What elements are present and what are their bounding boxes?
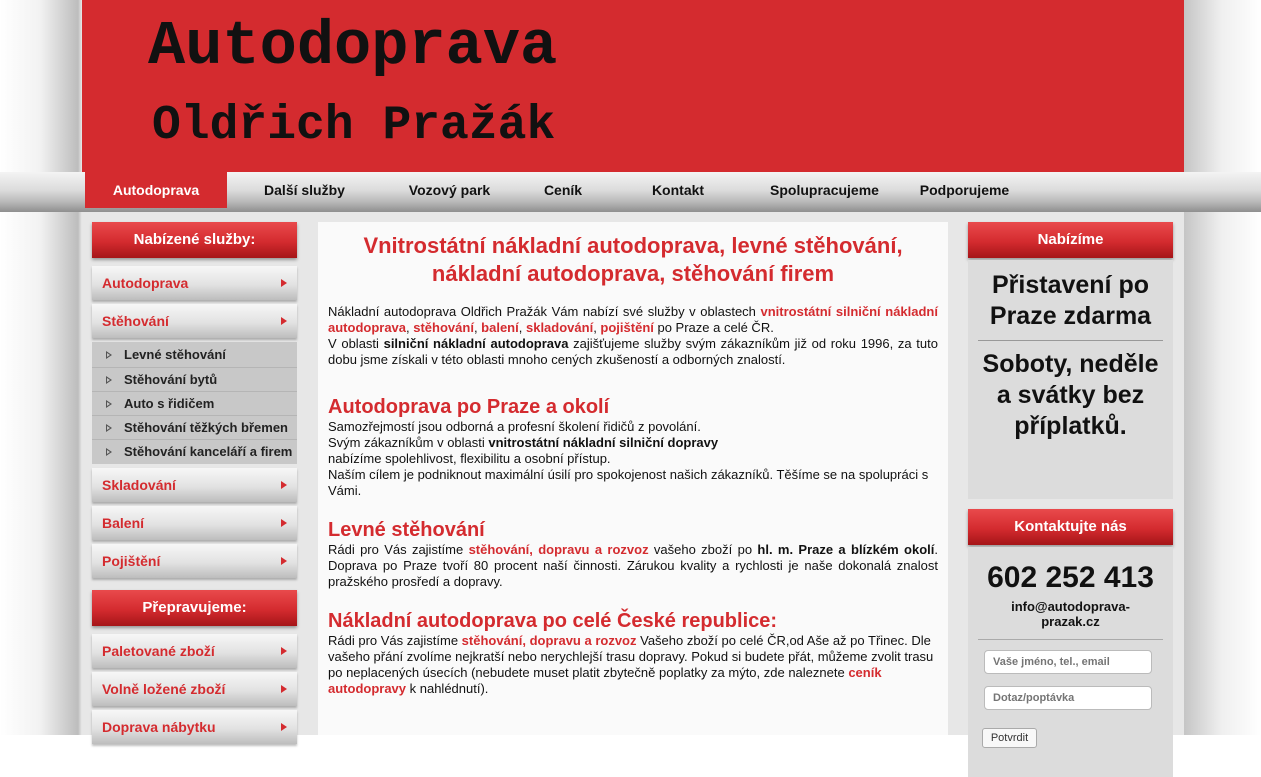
menu-item-label: Pojištění	[102, 553, 161, 569]
arrow-right-icon	[281, 279, 287, 287]
triangle-right-icon	[106, 448, 112, 456]
intro-text: zajišťujeme služby svým zákazníkům již od roku 1996, za tuto dobu jsme získali v této oblasti mnoho cených zkušeností a odborných znalostí.	[328, 336, 938, 367]
submenu-item-label: Levné stěhování	[124, 347, 226, 362]
separator: ,	[518, 320, 526, 335]
services-heading: Nabízené služby:	[92, 222, 297, 258]
site-title: Autodoprava	[148, 11, 558, 82]
contact-box	[968, 547, 1173, 777]
triangle-right-icon	[106, 351, 112, 359]
link-stehovani-dopravu-rozvoz[interactable]: stěhování, dopravu a rozvoz	[468, 542, 649, 557]
submenu-item-kancelare-firmy[interactable]	[92, 439, 297, 463]
menu-item-autodoprava[interactable]	[92, 266, 297, 300]
submenu-item-tezka-bremena[interactable]	[92, 415, 297, 439]
nav-item-dalsi-sluzby[interactable]: Další služby	[264, 182, 345, 198]
section-text-bold: vnitrostátní nákladní silniční dopravy	[488, 435, 719, 450]
query-input[interactable]	[984, 686, 1152, 710]
section-text: Naším cílem je podniknout maximální úsilí pro spokojenost našich zákazníků. Těšíme se na spolupráci s Vámi.	[328, 467, 929, 498]
offer-heading: Nabízíme	[968, 222, 1173, 258]
menu-item-label: Stěhování	[102, 313, 169, 329]
arrow-right-icon	[281, 519, 287, 527]
menu-item-label: Skladování	[102, 477, 176, 493]
arrow-right-icon	[281, 481, 287, 489]
submenu-item-label: Stěhování bytů	[124, 372, 218, 387]
menu-item-label: Autodoprava	[102, 275, 189, 291]
section-text-part: . Doprava po Praze tvoří 80 procent naší činnosti. Zárukou kvality a rychlosti je naše dokonalá znalost pražského prosředí a dopravy.	[328, 542, 938, 589]
triangle-right-icon	[106, 424, 112, 432]
separator: ,	[406, 320, 414, 335]
submenu-item-label: Stěhování kanceláří a firem	[124, 444, 293, 459]
site-header	[82, 0, 1184, 172]
arrow-right-icon	[281, 317, 287, 325]
menu-item-label: Paletované zboží	[102, 643, 215, 659]
intro-text: Nákladní autodoprava Oldřich Pražák Vám nabízí své služby v oblastech	[328, 304, 761, 319]
main-content	[318, 222, 948, 735]
link-skladovani[interactable]: skladování	[525, 320, 594, 335]
intro-paragraph	[328, 304, 938, 368]
triangle-right-icon	[106, 400, 112, 408]
site-subtitle: Oldřich Pražák	[152, 99, 556, 153]
nav-item-spolupracujeme[interactable]: Spolupracujeme	[770, 182, 879, 198]
submenu-item-label: Stěhování těžkých břemen	[124, 420, 288, 435]
phone-number: 602 252 413	[987, 561, 1154, 594]
section-text-part: Svým zákazníkům v oblasti	[328, 435, 489, 450]
link-stehovani[interactable]: stěhování	[413, 320, 474, 335]
menu-item-doprava-nabytku[interactable]	[92, 710, 297, 744]
submenu-item-label: Auto s řidičem	[124, 396, 215, 411]
section-text	[328, 633, 938, 697]
nav-item-podporujeme[interactable]: Podporujeme	[919, 182, 1010, 198]
section-heading-praha: Autodoprava po Praze a okolí	[328, 396, 610, 418]
menu-item-baleni[interactable]	[92, 506, 297, 540]
arrow-right-icon	[281, 685, 287, 693]
offer-free-delivery: Přistavení po Praze zdarma	[978, 260, 1163, 341]
submenu-item-stehovani-bytu[interactable]	[92, 367, 297, 391]
section-text: nabízíme spolehlivost, flexibilitu a osobní přístup.	[328, 451, 611, 466]
link-cenik-autodopravy[interactable]: ceník autodopravy	[328, 665, 882, 696]
arrow-right-icon	[281, 723, 287, 731]
page-frame-right	[1171, 0, 1261, 735]
section-text-part: Rádi pro Vás zajistíme	[328, 633, 462, 648]
triangle-right-icon	[106, 376, 112, 384]
intro-bold: silniční nákladní autodoprava	[383, 336, 569, 351]
link-silnicni-autodoprava[interactable]: vnitrostátní silniční nákladní autodoprava	[328, 304, 938, 335]
link-baleni[interactable]: balení	[481, 320, 519, 335]
menu-item-volne-lozene-zbozi[interactable]	[92, 672, 297, 706]
stehovani-submenu	[92, 342, 297, 464]
section-text-part: vašeho zboží po	[648, 542, 758, 557]
section-text	[328, 435, 938, 451]
menu-item-label: Doprava nábytku	[102, 719, 216, 735]
nav-item-kontakt[interactable]: Kontakt	[651, 182, 705, 198]
page-title: Vnitrostátní nákladní autodoprava, levné stěhování, nákladní autodoprava, stěhování firem	[363, 233, 903, 286]
menu-item-stehovani[interactable]	[92, 304, 297, 338]
link-stehovani-dopravu-rozvoz-cr[interactable]: stěhování, dopravu a rozvoz	[461, 633, 637, 648]
section-heading-levne-stehovani: Levné stěhování	[328, 519, 485, 541]
menu-item-label: Balení	[102, 515, 145, 531]
section-text	[328, 542, 938, 590]
right-sidebar	[968, 222, 1173, 777]
nav-item-autodoprava[interactable]: Autodoprava	[85, 172, 227, 208]
section-text-bold: hl. m. Praze a blízkém okolí	[757, 542, 935, 557]
link-pojisteni[interactable]: pojištění	[600, 320, 654, 335]
menu-item-skladovani[interactable]	[92, 468, 297, 502]
section-heading-cela-republika: Nákladní autodoprava po celé České republice:	[328, 610, 778, 632]
offer-no-surcharge: Soboty, neděle a svátky bez příplatků.	[982, 350, 1159, 440]
nav-item-vozovy-park[interactable]: Vozový park	[408, 182, 491, 198]
contact-heading: Kontaktujte nás	[968, 509, 1173, 545]
separator: ,	[593, 320, 601, 335]
transport-heading: Přepravujeme:	[92, 590, 297, 626]
contact-name-input[interactable]	[984, 650, 1152, 674]
submit-button[interactable]: Potvrdit	[982, 728, 1037, 748]
section-text-part: k nahlédnutí).	[406, 681, 489, 696]
arrow-right-icon	[281, 557, 287, 565]
email-address[interactable]: info@autodoprava-prazak.cz	[978, 595, 1163, 640]
submenu-item-auto-s-ridicem[interactable]	[92, 391, 297, 415]
menu-item-paletovane-zbozi[interactable]	[92, 634, 297, 668]
intro-text: V oblasti	[328, 336, 384, 351]
menu-item-pojisteni[interactable]	[92, 544, 297, 578]
section-text-part: Rádi pro Vás zajistíme	[328, 542, 469, 557]
submenu-item-levne-stehovani[interactable]	[92, 343, 297, 367]
left-sidebar	[92, 222, 297, 744]
offer-box	[968, 260, 1173, 499]
separator: ,	[473, 320, 482, 335]
nav-item-cenik[interactable]: Ceník	[543, 182, 583, 198]
main-nav	[0, 172, 1261, 212]
arrow-right-icon	[281, 647, 287, 655]
menu-item-label: Volně ložené zboží	[102, 681, 226, 697]
section-text-part: Vašeho zboží po celé ČR,od Aše až po Třinec. Dle vašeho přání zvolíme nejkratší nebo nerychlejší trasu dopravy. Pokud si budete přát, můžeme zvolit trasu po neplacených úsecích (nebudete muset platit zbytečně poplatky za mýto, zde naleznete	[328, 633, 934, 680]
section-text: Samozřejmostí jsou odborná a profesní školení řidičů z povolání.	[328, 419, 701, 434]
intro-text: po Praze a celé ČR.	[653, 320, 774, 335]
